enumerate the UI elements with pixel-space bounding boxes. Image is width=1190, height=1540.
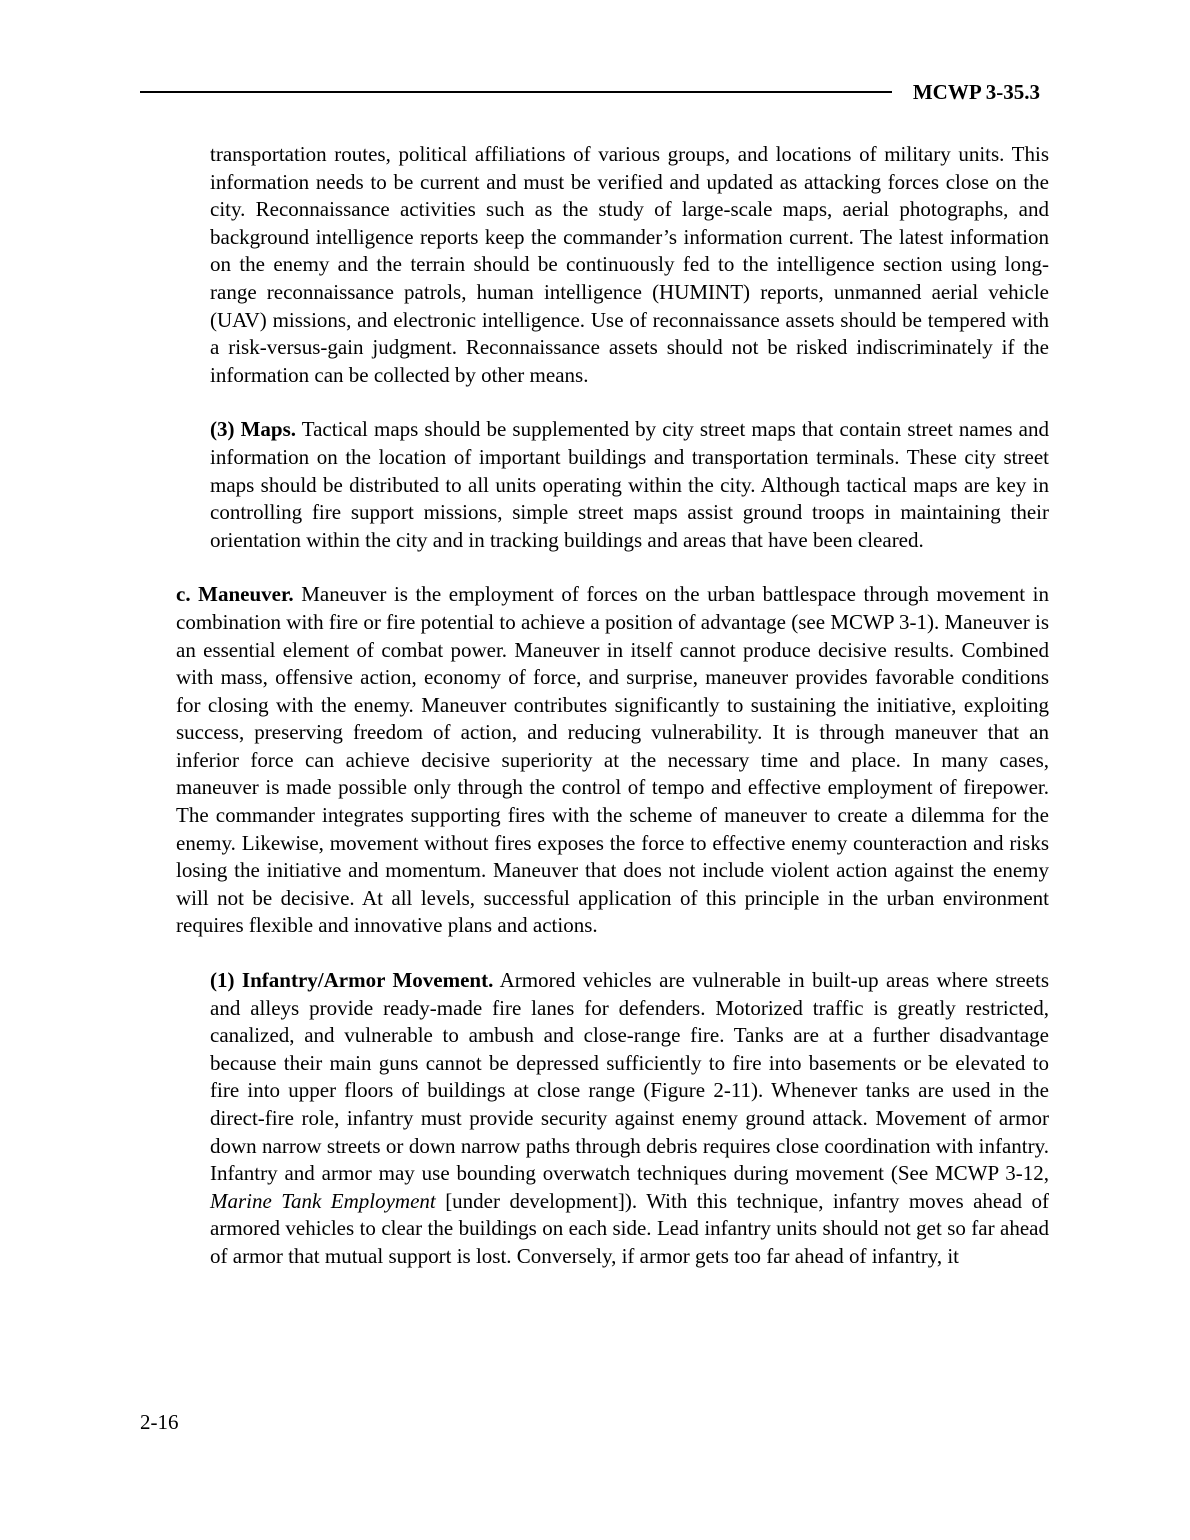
maps-heading: (3) Maps. (210, 417, 297, 442)
paragraph-infantry-armor (210, 967, 1049, 1271)
infantry-text-2: [under development]). With this technique, infantry moves ahead of armored vehicles to clear the buildings on each side. Lead infantry units should not get so far ahead of armor that mutual support is lost. Conversely, if armor gets too far ahead of infantry, it (210, 1188, 1049, 1268)
header-rule (140, 91, 892, 93)
maneuver-text: Maneuver is the employment of forces on the urban battlespace through movement in combination with fire or fire potential to achieve a position of advantage (see MCWP 3-1). Maneuver is an essential element of combat power. Maneuver in itself cannot produce decisive results. Combined with mass, offensive action, economy of force, and surprise, maneuver provides favorable conditions for closing with the enemy. Maneuver contributes significantly to sustaining the initiative, exploiting success, preserving freedom of action, and reducing vulnerability. It is through maneuver that an inferior force can achieve decisive superiority at the necessary time and place. In many cases, maneuver is made possible only through the control of tempo and effective employment of firepower. The commander integrates supporting fires with the scheme of maneuver to create a dilemma for the enemy. Likewise, movement without fires exposes the force to effective enemy counteraction and risks losing the initiative and momentum. Maneuver that does not include violent action against the enemy will not be decisive. At all levels, successful application of this principle in the urban environment requires flexible and innovative plans and actions. (176, 582, 1049, 938)
paragraph-maps (210, 416, 1049, 554)
infantry-italic-title: Marine Tank Employment (210, 1188, 436, 1213)
maneuver-heading: c. Maneuver. (176, 582, 294, 607)
infantry-heading: (1) Infantry/Armor Movement. (210, 968, 494, 993)
infantry-text-1: Armored vehicles are vulnerable in built-up areas where streets and alleys provide ready-made fire lanes for defenders. Motorized traffic is greatly restricted, canalized, and vulnerable to ambush and close-range fire. Tanks are at a further disadvantage because their main guns cannot be depressed sufficiently to fire into basements or be elevated to fire into upper floors of buildings at close range (Figure 2-11). Whenever tanks are used in the direct-fire role, infantry must provide security against enemy ground attack. Movement of armor down narrow streets or down narrow paths through debris requires close coordination with infantry. Infantry and armor may use bounding overwatch techniques during movement (See MCWP 3-12, (210, 968, 1049, 1186)
maps-text: Tactical maps should be supplemented by city street maps that contain street names and information on the location of important buildings and transportation terminals. These city street maps should be distributed to all units operating within the city. Although tactical maps are key in controlling fire support missions, simple street maps assist ground troops in maintaining their orientation within the city and in tracking buildings and areas that have been cleared. (210, 417, 1049, 552)
publication-title: MCWP 3-35.3 (912, 80, 1040, 104)
page-header (140, 78, 1040, 108)
paragraph-maneuver (176, 581, 1049, 940)
page-body (176, 141, 1049, 1271)
page-number: 2-16 (140, 1410, 179, 1434)
paragraph-reconnaissance: transportation routes, political affiliations of various groups, and locations of military units. This information needs to be current and must be verified and updated as attacking forces close on the city. Reconnaissance activities such as the study of large-scale maps, aerial photographs, and background intelligence reports keep the commander’s information current. The latest information on the enemy and the terrain should be continuously fed to the intelligence section using long-range reconnaissance patrols, human intelligence (HUMINT) reports, unmanned aerial vehicle (UAV) missions, and electronic intelligence. Use of reconnaissance assets should be tempered with a risk-versus-gain judgment. Reconnaissance assets should not be risked indiscriminately if the information can be collected by other means. (210, 142, 1049, 387)
